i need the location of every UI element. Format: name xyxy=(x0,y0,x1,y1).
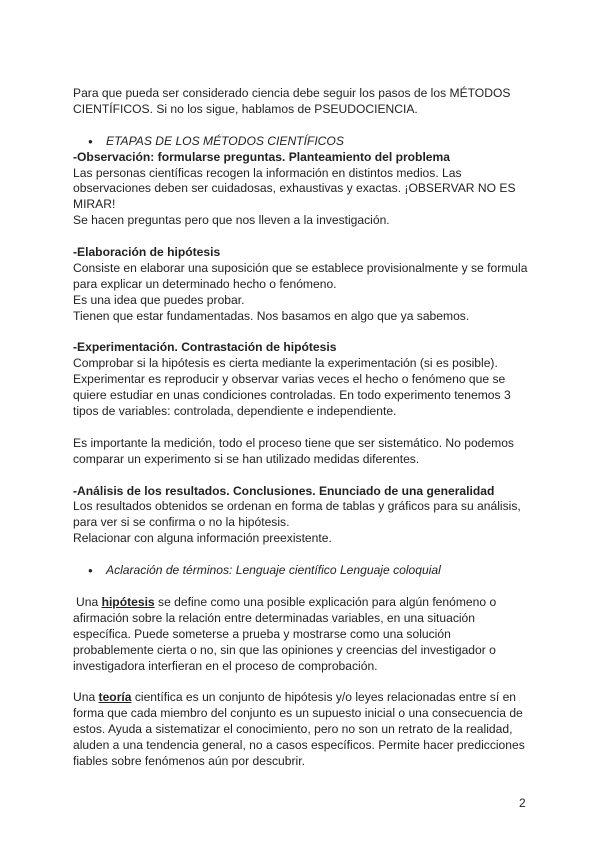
paragraph-line: investigadora interfieran en el proceso de comprobación. xyxy=(73,658,378,673)
paragraph-line: estos. Ayuda a sistematizar el conocimiento, pero no son un retrato de la realidad, xyxy=(73,722,513,737)
heading-analisis: -Análisis de los resultados. Conclusiones. Enunciado de una generalidad xyxy=(73,483,495,498)
paragraph-line: para explicar un determinado hecho o fenómeno. xyxy=(73,276,337,291)
paragraph-line: quiere estudiar en unas condiciones controladas. En todo experimento tenemos 3 xyxy=(73,388,511,403)
paragraph-line: observaciones deben ser cuidadosas, exhaustivas y exactas. ¡OBSERVAR NO ES xyxy=(73,181,516,196)
heading-hipotesis: -Elaboración de hipótesis xyxy=(73,245,221,260)
paragraph-line: comparar un experimento si se han utilizado medidas diferentes. xyxy=(73,451,420,466)
definition-text: se define como una posible explicación para algún fenómeno o xyxy=(154,594,497,609)
intro-line: Para que pueda ser considerado ciencia debe seguir los pasos de los MÉTODOS xyxy=(73,86,511,100)
hipotesis-definition-first-line xyxy=(73,595,533,611)
term-teoria: teoría xyxy=(98,690,132,705)
definition-prefix: Una xyxy=(73,690,99,705)
paragraph-line: Los resultados obtenidos se ordenan en forma de tablas y gráficos para su análisis, xyxy=(73,499,521,514)
page-number: 2 xyxy=(519,796,526,810)
paragraph-line: Las personas científicas recogen la información en distintos medios. Las xyxy=(73,165,462,180)
paragraph-line: Es una idea que puedes probar. xyxy=(73,292,245,307)
paragraph-line: aluden a una tendencia general, no a casos específicos. Permite hacer predicciones xyxy=(73,738,525,753)
paragraph-line: Es importante la medición, todo el proceso tiene que ser sistemático. No podemos xyxy=(73,435,514,450)
paragraph-line: Relacionar con alguna información preexistente. xyxy=(73,531,332,546)
paragraph-line: fiables sobre fenómenos aún por descubrir. xyxy=(73,753,305,768)
paragraph-line: Experimentar es reproducir y observar varias veces el hecho o fenómeno que se xyxy=(73,372,506,387)
definition-prefix: Una xyxy=(76,594,99,609)
bullet-aclaracion: ● Aclaración de términos: Lenguaje científico Lenguaje coloquial xyxy=(88,563,533,579)
paragraph-line: afirmación sobre la relación entre determinadas variables, en una situación xyxy=(73,610,476,625)
paragraph-line: para ver si se confirma o no la hipótesis. xyxy=(73,515,290,530)
heading-experimentacion: -Experimentación. Contrastación de hipótesis xyxy=(73,340,337,355)
teoria-definition-first-line xyxy=(73,690,533,706)
paragraph-line: MIRAR! xyxy=(73,197,116,212)
document-page xyxy=(73,86,533,770)
intro-line: CIENTÍFICOS. Si no los sigue, hablamos de PSEUDOCIENCIA. xyxy=(73,101,418,116)
heading-observacion: -Observación: formularse preguntas. Planteamiento del problema xyxy=(73,149,451,164)
bullet-etapas: ● ETAPAS DE LOS MÉTODOS CIENTÍFICOS xyxy=(88,134,533,150)
paragraph-line: Consiste en elaborar una suposición que se establece provisionalmente y se formula xyxy=(73,260,528,275)
paragraph-line: específica. Puede someterse a prueba y mostrarse como una solución xyxy=(73,626,451,641)
paragraph-line: forma que cada miembro del conjunto es un supuesto inicial o una consecuencia de xyxy=(73,706,523,721)
term-hipotesis: hipótesis xyxy=(101,594,155,609)
paragraph-line: Tienen que estar fundamentadas. Nos basamos en algo que ya sabemos. xyxy=(73,308,470,323)
definition-text: científica es un conjunto de hipótesis y/o leyes relacionadas entre sí en xyxy=(131,690,517,705)
paragraph-line: Se hacen preguntas pero que nos lleven a la investigación. xyxy=(73,213,390,228)
paragraph-line: Comprobar si la hipótesis es cierta mediante la experimentación (si es posible). xyxy=(73,356,498,371)
paragraph-line: probablemente cierta o no, sin que las opiniones y creencias del investigador o xyxy=(73,642,496,657)
paragraph-line: tipos de variables: controlada, dependiente e independiente. xyxy=(73,404,397,419)
